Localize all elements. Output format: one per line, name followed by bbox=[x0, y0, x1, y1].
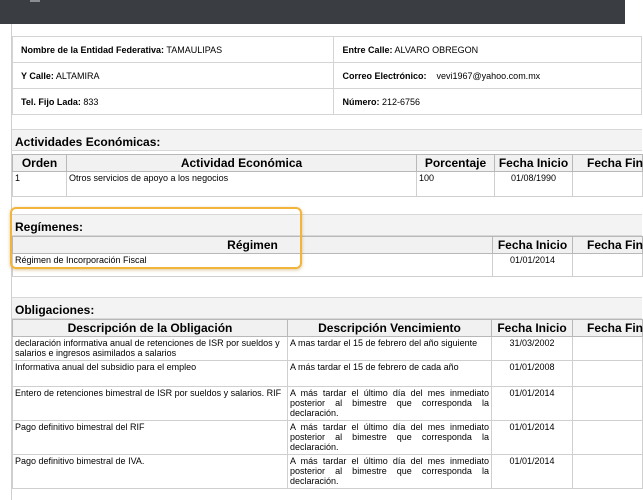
col-actividad: Actividad Económica bbox=[67, 155, 417, 172]
table-row bbox=[13, 337, 643, 361]
y-calle-cell bbox=[13, 63, 334, 89]
col-fecha-fin: Fecha Fin bbox=[573, 155, 643, 172]
fecha-inicio-cell: 01/01/2014 bbox=[492, 455, 573, 489]
entidad-value: TAMAULIPAS bbox=[166, 44, 223, 55]
regimenes-title: Regímenes: bbox=[12, 214, 642, 236]
info-row bbox=[13, 37, 642, 63]
entidad-cell bbox=[13, 37, 334, 63]
fecha-inicio-cell: 01/01/2008 bbox=[492, 361, 573, 387]
entre-calle-value: ALVARO OBREGON bbox=[394, 44, 479, 55]
porcentaje-cell: 100 bbox=[417, 172, 495, 197]
col-fecha-fin: Fecha Fin bbox=[573, 320, 643, 337]
fecha-inicio-cell: 01/01/2014 bbox=[493, 254, 573, 277]
actividades-header-row bbox=[13, 155, 643, 172]
entre-calle-label: Entre Calle: bbox=[342, 44, 393, 55]
regimenes-table bbox=[12, 236, 643, 277]
vencimiento-cell: A más tardar el último día del mes inmediato posterior al bimestre que corresponda la declaración. bbox=[288, 421, 492, 455]
descripcion-cell: declaración informativa anual de retenciones de ISR por sueldos y salarios e ingresos asimilados a salarios bbox=[13, 337, 288, 361]
fecha-inicio-cell: 31/03/2002 bbox=[492, 337, 573, 361]
obligaciones-table bbox=[12, 319, 643, 489]
numero-value: 212-6756 bbox=[382, 96, 421, 107]
actividades-table bbox=[12, 154, 643, 197]
col-fecha-inicio: Fecha Inicio bbox=[493, 237, 573, 254]
info-row bbox=[13, 63, 642, 89]
y-calle-label: Y Calle: bbox=[21, 70, 54, 81]
orden-cell: 1 bbox=[13, 172, 67, 197]
correo-cell bbox=[334, 63, 642, 89]
regimenes-header-row bbox=[13, 237, 643, 254]
vencimiento-cell: A más tardar el último día del mes inmediato posterior al bimestre que corresponda la declaración. bbox=[288, 387, 492, 421]
col-regimen: Régimen bbox=[13, 237, 493, 254]
fecha-inicio-cell: 01/01/2014 bbox=[492, 387, 573, 421]
entidad-label: Nombre de la Entidad Federativa: bbox=[21, 44, 165, 55]
fecha-inicio-cell: 01/08/1990 bbox=[495, 172, 573, 197]
regimenes-section bbox=[12, 214, 642, 277]
info-row bbox=[13, 89, 642, 115]
obligaciones-header-row bbox=[13, 320, 643, 337]
fecha-fin-cell bbox=[573, 172, 643, 197]
tel-label: Tel. Fijo Lada: bbox=[21, 96, 81, 107]
regimen-cell: Régimen de Incorporación Fiscal bbox=[13, 254, 493, 277]
col-fecha-inicio: Fecha Inicio bbox=[495, 155, 573, 172]
correo-value: vevi1967@yahoo.com.mx bbox=[436, 70, 541, 81]
table-row bbox=[13, 421, 643, 455]
numero-label: Número: bbox=[342, 96, 380, 107]
y-calle-value: ALTAMIRA bbox=[55, 70, 100, 81]
actividades-section bbox=[12, 129, 642, 197]
table-row bbox=[13, 361, 643, 387]
vencimiento-cell: A más tardar el 15 de febrero de cada año bbox=[288, 361, 492, 387]
correo-label: Correo Electrónico: bbox=[342, 70, 427, 81]
actividad-cell: Otros servicios de apoyo a los negocios bbox=[67, 172, 417, 197]
contact-info-table bbox=[12, 36, 642, 115]
obligaciones-title: Obligaciones: bbox=[12, 297, 642, 319]
descripcion-cell: Pago definitivo bimestral del RIF bbox=[13, 421, 288, 455]
table-row bbox=[13, 455, 643, 489]
fecha-fin-cell bbox=[573, 421, 643, 455]
descripcion-cell: Pago definitivo bimestral de IVA. bbox=[13, 455, 288, 489]
col-fecha-fin: Fecha Fin bbox=[573, 237, 643, 254]
descripcion-cell: Informativa anual del subsidio para el empleo bbox=[13, 361, 288, 387]
vencimiento-cell: A más tardar el último día del mes inmediato posterior al bimestre que corresponda la declaración. bbox=[288, 455, 492, 489]
table-row bbox=[13, 172, 643, 197]
col-porcentaje: Porcentaje bbox=[417, 155, 495, 172]
entre-calle-cell bbox=[334, 37, 642, 63]
descripcion-cell: Entero de retenciones bimestral de ISR por sueldos y salarios. RIF bbox=[13, 387, 288, 421]
vencimiento-cell: A mas tardar el 15 de febrero del año siguiente bbox=[288, 337, 492, 361]
fecha-fin-cell bbox=[573, 337, 643, 361]
table-row bbox=[13, 254, 643, 277]
table-row bbox=[13, 387, 643, 421]
top-bar-mark bbox=[30, 0, 40, 2]
obligaciones-section bbox=[12, 297, 642, 489]
tel-value: 833 bbox=[83, 96, 99, 107]
col-descripcion: Descripción de la Obligación bbox=[13, 320, 288, 337]
fecha-inicio-cell: 01/01/2014 bbox=[492, 421, 573, 455]
col-vencimiento: Descripción Vencimiento bbox=[288, 320, 492, 337]
tel-cell bbox=[13, 89, 334, 115]
fecha-fin-cell bbox=[573, 387, 643, 421]
fecha-fin-cell bbox=[573, 361, 643, 387]
actividades-title: Actividades Económicas: bbox=[12, 129, 642, 151]
fecha-fin-cell bbox=[573, 254, 643, 277]
numero-cell bbox=[334, 89, 642, 115]
top-bar bbox=[0, 0, 625, 24]
col-orden: Orden bbox=[13, 155, 67, 172]
fecha-fin-cell bbox=[573, 455, 643, 489]
col-fecha-inicio: Fecha Inicio bbox=[492, 320, 573, 337]
